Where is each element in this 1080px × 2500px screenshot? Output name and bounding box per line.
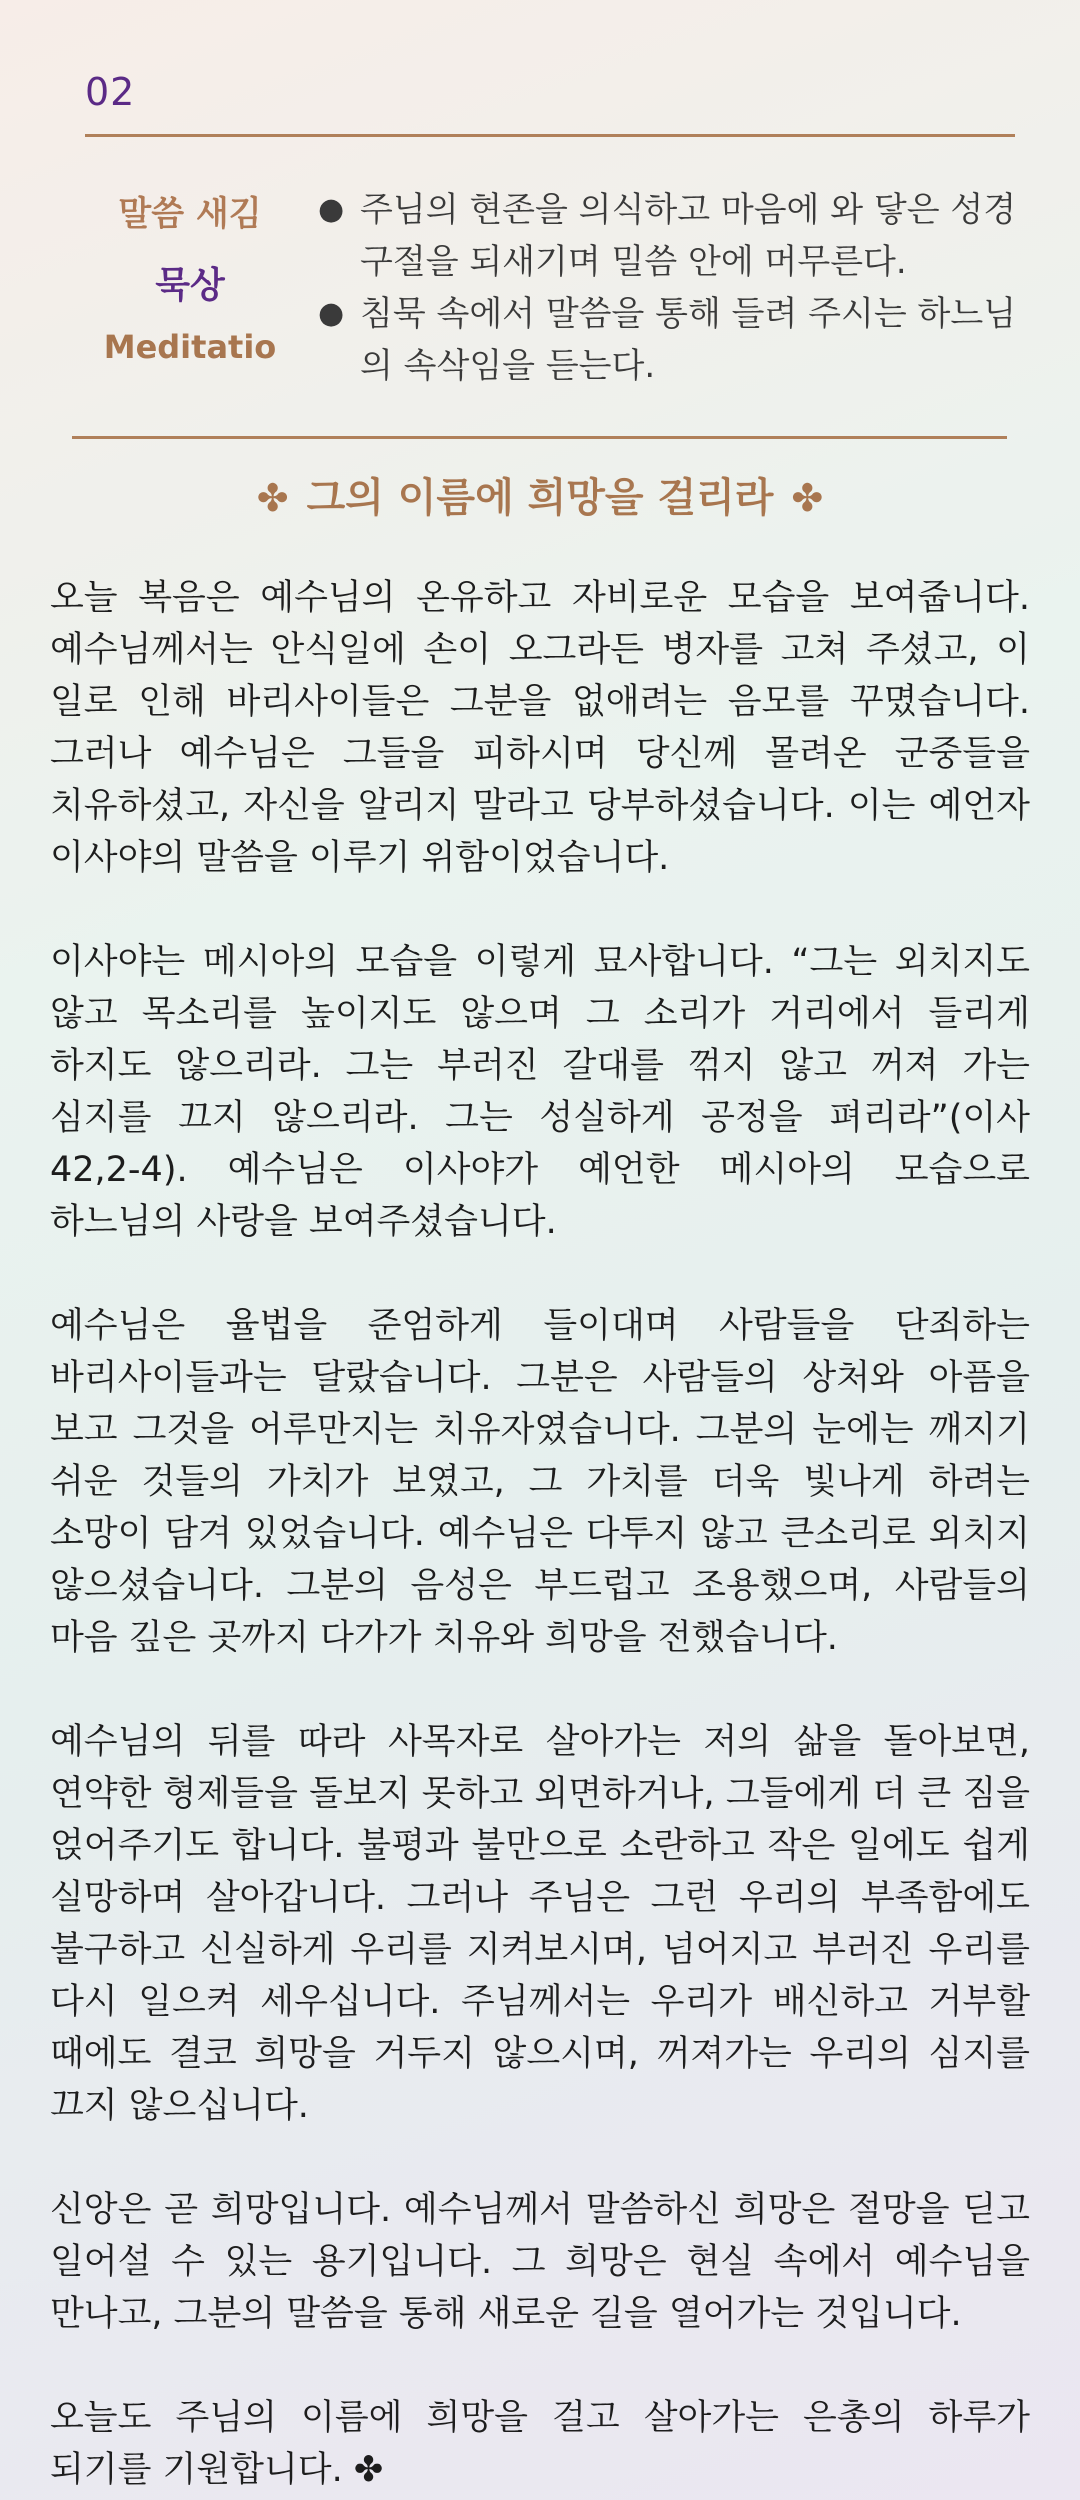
title-text: 그의 이름에 희망을 걸리라 [306, 475, 774, 521]
instruction-list [318, 184, 1018, 392]
instruction-text: 주님의 현존을 의식하고 마음에 와 닿은 성경구절을 되새기며 밀씀 안에 머무른다. [360, 190, 1017, 282]
clover-icon: ✤ [256, 476, 289, 520]
reflection-title [0, 466, 1080, 523]
section-divider [72, 436, 1007, 439]
stage-latin: Meditatio [103, 328, 277, 366]
paragraph: 신앙은 곧 희망입니다. 예수님께서 말씀하신 희망은 절망을 딛고 일어설 수 있는 용기입니다. 그 희망은 현실 속에서 예수님을 만나고, 그분의 말씀을 통해 새로운 길을 열어가는 것입니다. [50, 2190, 1030, 2334]
instruction-item [318, 184, 1018, 288]
stage-korean: 말씀 새김 [118, 194, 262, 234]
top-divider [85, 134, 1015, 137]
paragraph: 예수님은 율법을 준엄하게 들이대며 사람들을 단죄하는 바리사이들과는 달랐습니다. 그분은 사람들의 상처와 아픔을 보고 그것을 어루만지는 치유자였습니다. 그분의 눈에는 깨지기 쉬운 것들의 가치가 보였고, 그 가치를 더욱 빛나게 하려는 소망이 담겨 있었습니다. 예수님은 다투지 않고 큰소리로 외치지 않으셨습니다. 그분의 음성은 부드럽고 조용했으며, 사람들의 마음 깊은 곳까지 다가가 치유와 희망을 전했습니다. [50, 1306, 1030, 1658]
paragraph: 이사야는 메시아의 모습을 이렇게 묘사합니다. “그는 외치지도 않고 목소리를 높이지도 않으며 그 소리가 거리에서 들리게 하지도 않으리라. 그는 부러진 갈대를 꺾지 않고 꺼져 가는 심지를 끄지 않으리라. 그는 성실하게 공정을 펴리라”(이사 42,2-4). 예수님은 이사야가 예언한 메시아의 모습으로 하느님의 사랑을 보여주셨습니다. [50, 942, 1030, 1242]
paragraph: 오늘 복음은 예수님의 온유하고 자비로운 모습을 보여줍니다. 예수님께서는 안식일에 손이 오그라든 병자를 고쳐 주셨고, 이 일로 인해 바리사이들은 그분을 없애려는 음모를 꾸몄습니다. 그러나 예수님은 그들을 피하시며 당신께 몰려온 군중들을 치유하셨고, 자신을 알리지 말라고 당부하셨습니다. 이는 예언자 이사야의 말씀을 이루기 위함이었습니다. [50, 578, 1030, 878]
paragraph: 오늘도 주님의 이름에 희망을 걸고 살아가는 은총의 하루가 되기를 기원합니다. ✤ [50, 2398, 1030, 2490]
stage-label [60, 180, 320, 366]
bullet-icon: ● [318, 296, 345, 331]
instruction-text: 침묵 속에서 말씀을 통해 들려 주시는 하느님의 속삭임을 듣는다. [360, 294, 1017, 386]
page-number: 02 [85, 70, 136, 114]
paragraph: 예수님의 뒤를 따라 사목자로 살아가는 저의 삶을 돌아보면, 연약한 형제들을 돌보지 못하고 외면하거나, 그들에게 더 큰 짐을 얹어주기도 합니다. 불평과 불만으로 소란하고 작은 일에도 쉽게 실망하며 살아갑니다. 그러나 주님은 그런 우리의 부족함에도 불구하고 신실하게 우리를 지켜보시며, 넘어지고 부러진 우리를 다시 일으켜 세우십니다. 주님께서는 우리가 배신하고 거부할 때에도 결코 희망을 거두지 않으시며, 꺼져가는 우리의 심지를 끄지 않으십니다. [50, 1722, 1030, 2126]
bullet-icon: ● [318, 192, 345, 227]
clover-icon: ✤ [791, 476, 824, 520]
reflection-body [50, 572, 1030, 2496]
stage-subtitle: 묵상 [155, 265, 225, 306]
instruction-item [318, 288, 1018, 392]
